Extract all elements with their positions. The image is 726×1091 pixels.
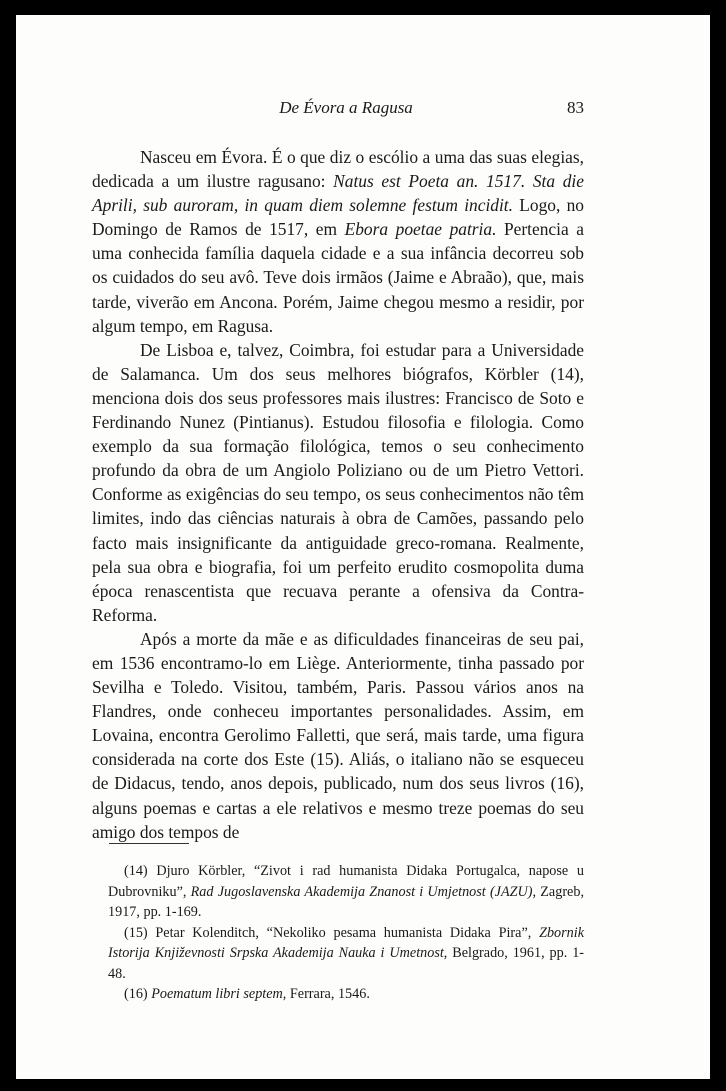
paragraph bbox=[92, 627, 584, 844]
page-number: 83 bbox=[567, 98, 584, 117]
footnote-14 bbox=[108, 861, 584, 923]
text-run: Logo, no Domingo de Ramos de 1517, em bbox=[92, 195, 584, 240]
text-run: , Zagreb, 1917, pp. 1-169. bbox=[108, 883, 584, 920]
italic-text-run: Natus est Poeta an. 1517. Sta die Aprili, sub auroram, in quam diem solemne festum incidit. bbox=[92, 171, 584, 216]
italic-text-run: Poematum libri septem bbox=[151, 986, 283, 1002]
text-run: Pertencia a uma conhecida família daquela cidade e a sua infância decorreu sob os cuidados do seu avô. Teve dois irmãos (Jaime e Abraão), que, mais tarde, viverão em Ancona. Porém, Jaime chegou mesmo a residir, por algum tempo, em Ragusa. bbox=[92, 219, 584, 336]
text-run: , Ferrara, 1546. bbox=[282, 986, 370, 1002]
text-run: (16) bbox=[124, 986, 152, 1002]
paragraph bbox=[92, 145, 584, 338]
footnote-separator bbox=[109, 843, 189, 844]
footnote-15 bbox=[108, 923, 584, 985]
text-run: (15) Petar Kolenditch, “Nekoliko pesama humanista Didaka Pira”, bbox=[124, 924, 540, 941]
text-run: De Lisboa e, talvez, Coimbra, foi estudar para a Universidade de Salamanca. Um dos seus melhores biógrafos, Körbler (14), menciona dois dos seus professores mais ilustres: Francisco de Soto e Ferdinando Nunez (Pintianus). Estudou filosofia e filologia. Como exemplo da sua formação filológica, temos o seu conhecimento profundo da obra de um Angiolo Poliziano ou de um Pietro Vettori. Conforme as exigências do seu tempo, os seus conhecimentos não têm limites, indo das ciências naturais à obra de Camões, passando pelo facto mais insignificante da antiguidade greco-romana. Realmente, pela sua obra e biografia, foi um perfeito erudito cosmopolita duma época renascentista que recuava perante a ofensiva da Contra-Reforma. bbox=[92, 339, 584, 625]
paragraph bbox=[92, 338, 584, 627]
running-title: De Évora a Ragusa bbox=[279, 98, 413, 117]
text-run: Após a morte da mãe e as dificuldades financeiras de seu pai, em 1536 encontramo-lo em Liège. Anteriormente, tinha passado por Sevilha e Toledo. Visitou, também, Paris. Passou vários anos na Flandres, onde conheceu importantes personalidades. Assim, em Lovaina, encontra Gerolimo Falletti, que será, mais tarde, uma figura considerada na corte dos Este (15). Aliás, o italiano não se esqueceu de Didacus, tendo, anos depois, publicado, num dos seus livros (16), alguns poemas e cartas a ele relativos e mesmo treze poemas do seu amigo dos tempos de bbox=[92, 628, 584, 842]
italic-text-run: Ebora poetae patria. bbox=[344, 219, 497, 240]
page-sheet bbox=[16, 15, 710, 1079]
text-run: (14) Djuro Körbler, “Zivot i rad humanista Didaka Portugalca, napose u Dubrovniku”, bbox=[108, 863, 584, 900]
text-run: Nasceu em Évora. É o que diz o escólio a uma das suas elegias, dedicada a um ilustre ragusano: bbox=[92, 147, 584, 192]
footnote-16 bbox=[108, 984, 584, 1005]
italic-text-run: Rad Jugoslavenska Akademija Znanost i Umjetnost (JAZU) bbox=[190, 883, 533, 900]
body-text bbox=[92, 145, 584, 844]
footnotes bbox=[108, 861, 584, 1005]
italic-text-run: Zbornik Istorija Književnosti Srpska Akademija Nauka i Umetnost bbox=[108, 924, 584, 961]
running-header bbox=[108, 98, 584, 122]
text-run: , Belgrado, 1961, pp. 1-48. bbox=[108, 945, 585, 982]
